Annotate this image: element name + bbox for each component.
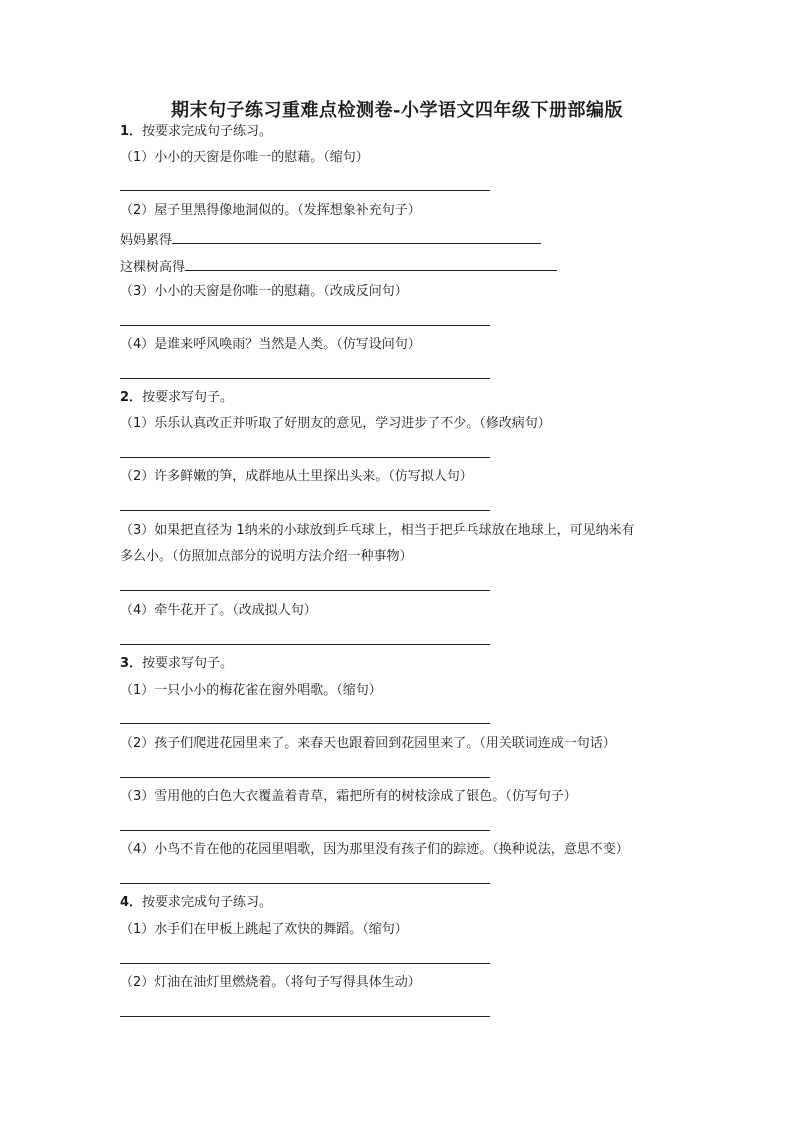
question-text: （3）雪用他的白色大衣覆盖着青草，霜把所有的树枝涂成了银色。（仿写句子） (120, 789, 577, 804)
question-text: （3）如果把直径为 1纳米的小球放到乒乓球上，相当于把乒乓球放在地球上，可见纳米有 (120, 523, 635, 538)
answer-line[interactable] (120, 883, 490, 884)
fill-blank[interactable] (172, 229, 541, 244)
fill-prompt: 这棵树高得 (120, 260, 186, 275)
section-instruction: 按要求写句子。 (142, 656, 234, 671)
question-text: （2）许多鲜嫩的笋，成群地从土里探出头来。（仿写拟人句） (120, 469, 473, 484)
section-instruction: 按要求完成句子练习。 (142, 895, 273, 910)
question-text: （1）乐乐认真改正并听取了好朋友的意见，学习进步了不少。（修改病句） (120, 416, 551, 431)
section-1-heading (120, 122, 272, 142)
section-number: 1． (120, 124, 143, 139)
section-2-heading (120, 388, 233, 408)
section-number: 4． (120, 895, 143, 910)
answer-line[interactable] (120, 378, 490, 379)
question-text: （1）小小的天窗是你唯一的慰藉。（缩句） (120, 150, 369, 165)
answer-line[interactable] (120, 190, 490, 191)
question-text: （2）孩子们爬进花园里来了。来春天也跟着回到花园里来了。（用关联词连成一句话） (120, 736, 616, 751)
section-number: 3． (120, 656, 143, 671)
question-text: （4）小鸟不肯在他的花园里唱歌，因为那里没有孩子们的踪迹。（换种说法，意思不变） (120, 842, 629, 857)
worksheet-title: 期末句子练习重难点检测卷-小学语文四年级下册部编版 (171, 100, 623, 121)
fill-prompt: 妈妈累得 (120, 233, 173, 248)
question-text: （4）是谁来呼风唤雨？当然是人类。（仿写设问句） (120, 337, 421, 352)
answer-line[interactable] (120, 510, 490, 511)
answer-line[interactable] (120, 963, 490, 964)
answer-line[interactable] (120, 590, 490, 591)
question-text: （2）屋子里黑得像地洞似的。（发挥想象补充句子） (120, 203, 421, 218)
section-4-heading (120, 893, 272, 913)
question-text: （3）小小的天窗是你唯一的慰藉。（改成反问句） (120, 284, 408, 299)
answer-line[interactable] (120, 1016, 490, 1017)
question-text: （4）牵牛花开了。（改成拟人句） (120, 603, 317, 618)
section-3-heading (120, 654, 233, 674)
question-text: （1）水手们在甲板上跳起了欢快的舞蹈。（缩句） (120, 922, 408, 937)
question-text: （1）一只小小的梅花雀在窗外唱歌。（缩句） (120, 683, 382, 698)
answer-line[interactable] (120, 457, 490, 458)
section-instruction: 按要求写句子。 (142, 390, 234, 405)
answer-line[interactable] (120, 723, 490, 724)
section-number: 2． (120, 390, 143, 405)
answer-line[interactable] (120, 325, 490, 326)
fill-in-row (120, 229, 541, 251)
answer-line[interactable] (120, 644, 490, 645)
question-text: （2）灯油在油灯里燃烧着。（将句子写得具体生动） (120, 975, 421, 990)
fill-blank[interactable] (185, 256, 557, 271)
fill-in-row (120, 256, 557, 278)
answer-line[interactable] (120, 777, 490, 778)
answer-line[interactable] (120, 830, 490, 831)
question-text-continued: 多么小。（仿照加点部分的说明方法介绍一种事物） (120, 549, 413, 564)
section-instruction: 按要求完成句子练习。 (142, 124, 273, 139)
